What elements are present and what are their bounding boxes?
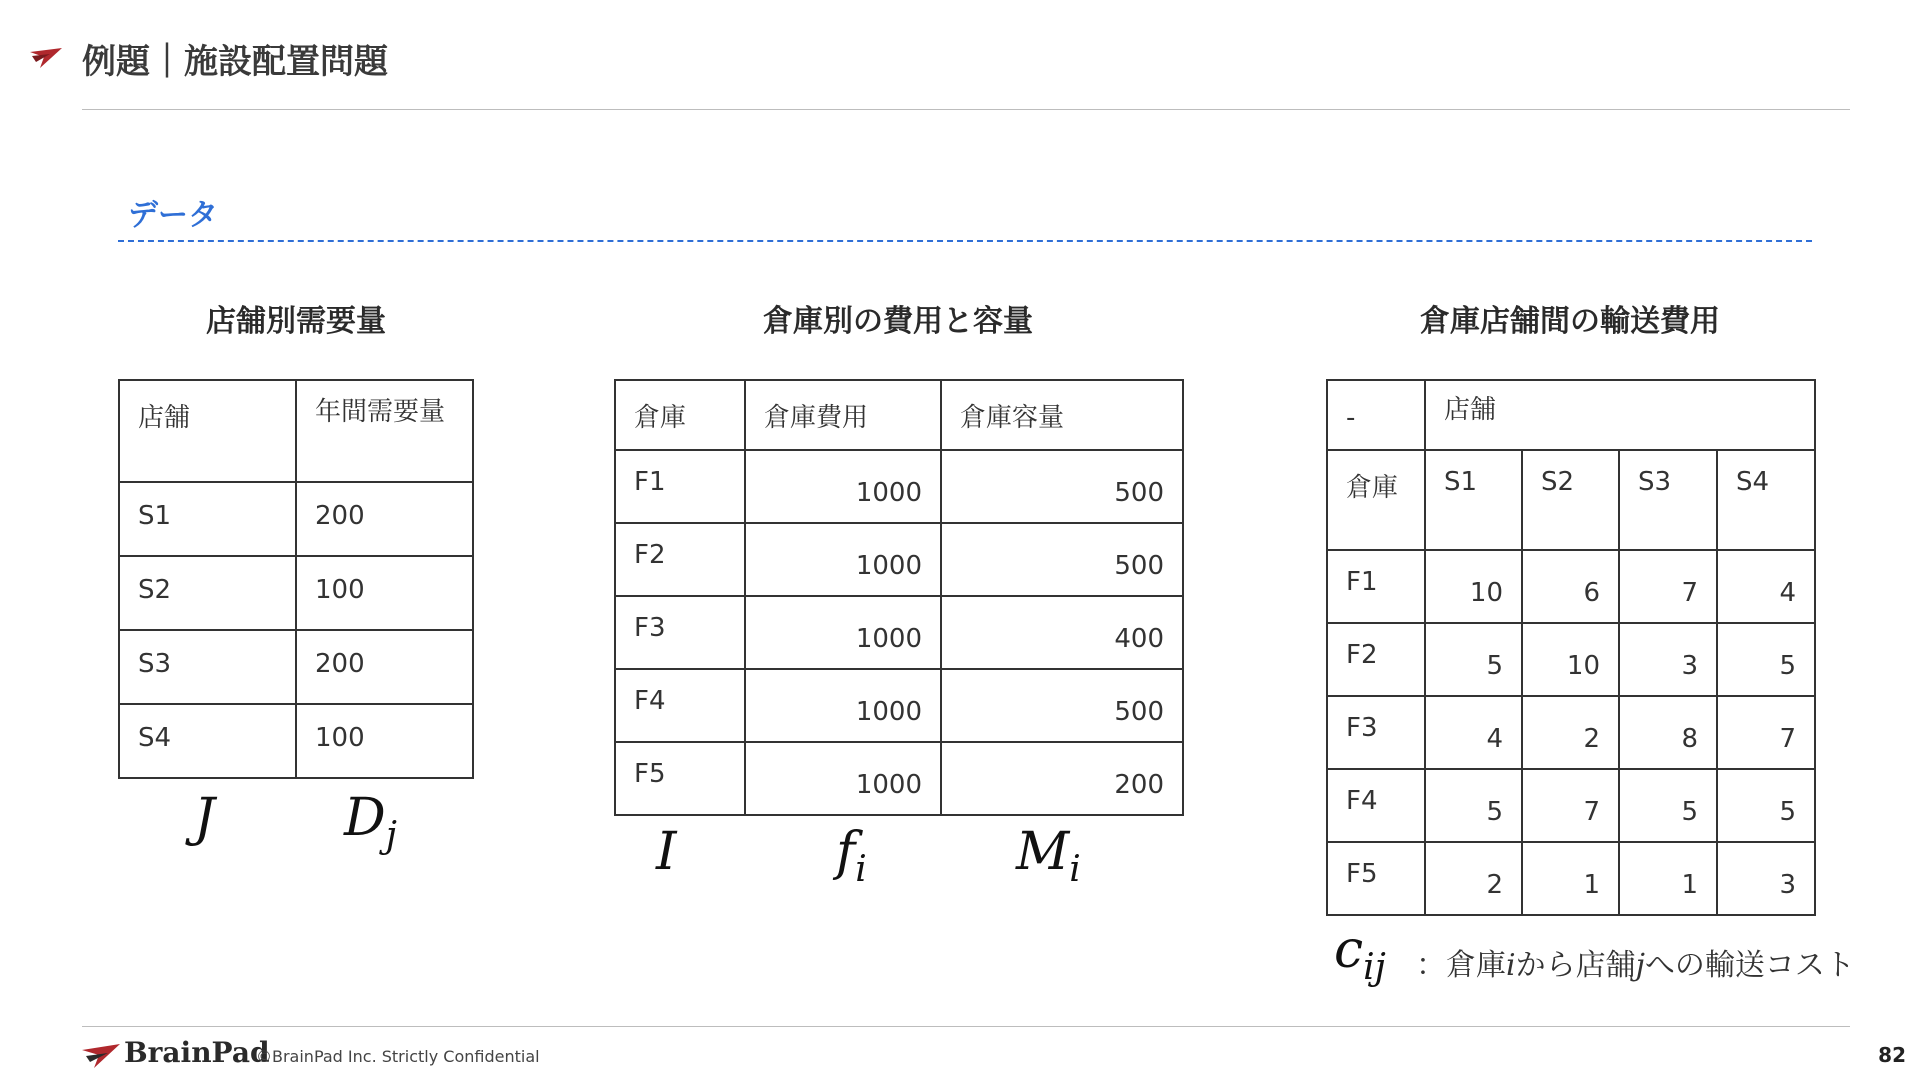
warehouse-capacity-cell: 500	[941, 669, 1183, 742]
transport-cost-cell: 5	[1717, 769, 1815, 842]
transport-header-store-group: 店舗	[1425, 380, 1815, 450]
transport-cost-cell: 7	[1619, 550, 1717, 623]
symbol-D-j: $D_j$	[344, 788, 397, 856]
transport-header-s2: S2	[1522, 450, 1619, 550]
symbol-J: J	[194, 788, 215, 848]
brainpad-brand-icon	[82, 1044, 122, 1068]
demand-store-cell: S1	[119, 482, 296, 556]
transport-cost-cell: 2	[1425, 842, 1522, 915]
transport-cost-legend: ：倉庫iから店舗jへの輸送コスト	[1416, 948, 1855, 983]
transport-header-warehouse: 倉庫	[1327, 450, 1425, 550]
header-divider	[82, 109, 1850, 110]
transport-header-s1: S1	[1425, 450, 1522, 550]
transport-table	[1326, 379, 1816, 916]
demand-table	[118, 379, 474, 779]
warehouse-cost-cell: 1000	[745, 450, 941, 523]
transport-cost-cell: 1	[1522, 842, 1619, 915]
warehouse-cost-cell: 1000	[745, 742, 941, 815]
transport-cost-cell: 7	[1717, 696, 1815, 769]
transport-row-label: F5	[1327, 842, 1425, 915]
warehouse-header-name: 倉庫	[615, 380, 745, 450]
warehouse-name-cell: F4	[615, 669, 745, 742]
warehouse-name-cell: F2	[615, 523, 745, 596]
warehouse-name-cell: F1	[615, 450, 745, 523]
transport-header-s3: S3	[1619, 450, 1717, 550]
transport-cost-cell: 4	[1717, 550, 1815, 623]
section-divider	[118, 240, 1812, 242]
transport-cost-cell: 5	[1619, 769, 1717, 842]
demand-value-cell: 100	[296, 556, 473, 630]
transport-cost-cell: 8	[1619, 696, 1717, 769]
transport-header-s4: S4	[1717, 450, 1815, 550]
transport-row-label: F1	[1327, 550, 1425, 623]
transport-cost-cell: 10	[1425, 550, 1522, 623]
copyright-text: ©BrainPad Inc. Strictly Confidential	[256, 1047, 540, 1066]
warehouse-capacity-cell: 200	[941, 742, 1183, 815]
footer-divider	[82, 1026, 1850, 1027]
warehouse-header-cost: 倉庫費用	[745, 380, 941, 450]
warehouse-table-title: 倉庫別の費用と容量	[763, 304, 1033, 339]
warehouse-capacity-cell: 500	[941, 523, 1183, 596]
warehouse-header-capacity: 倉庫容量	[941, 380, 1183, 450]
transport-row-label: F3	[1327, 696, 1425, 769]
demand-value-cell: 200	[296, 482, 473, 556]
warehouse-capacity-cell: 500	[941, 450, 1183, 523]
transport-row-label: F4	[1327, 769, 1425, 842]
symbol-M-i: $M_i$	[1016, 822, 1081, 890]
page-title: 例題｜施設配置問題	[82, 42, 388, 82]
demand-header-annual: 年間需要量	[296, 380, 473, 482]
demand-header-store: 店舗	[119, 380, 296, 482]
transport-cost-cell: 6	[1522, 550, 1619, 623]
transport-cost-cell: 2	[1522, 696, 1619, 769]
transport-cost-cell: 4	[1425, 696, 1522, 769]
warehouse-cost-cell: 1000	[745, 669, 941, 742]
demand-store-cell: S2	[119, 556, 296, 630]
transport-cost-cell: 5	[1717, 623, 1815, 696]
brainpad-logo-icon	[30, 48, 64, 68]
demand-store-cell: S4	[119, 704, 296, 778]
warehouse-name-cell: F5	[615, 742, 745, 815]
symbol-f-i: $f_i$	[836, 822, 867, 890]
demand-value-cell: 100	[296, 704, 473, 778]
warehouse-cost-cell: 1000	[745, 596, 941, 669]
warehouse-name-cell: F3	[615, 596, 745, 669]
transport-cost-cell: 3	[1717, 842, 1815, 915]
symbol-c-ij: $c_{ij}$	[1334, 920, 1386, 988]
transport-cost-cell: 7	[1522, 769, 1619, 842]
warehouse-capacity-cell: 400	[941, 596, 1183, 669]
demand-store-cell: S3	[119, 630, 296, 704]
page-number: 82	[1878, 1043, 1906, 1067]
transport-cost-cell: 5	[1425, 623, 1522, 696]
transport-row-label: F2	[1327, 623, 1425, 696]
transport-cost-cell: 1	[1619, 842, 1717, 915]
transport-cost-cell: 5	[1425, 769, 1522, 842]
transport-corner-cell: -	[1327, 380, 1425, 450]
section-label: データ	[128, 198, 218, 233]
transport-cost-cell: 10	[1522, 623, 1619, 696]
brand-logotype: BrainPad	[124, 1036, 270, 1069]
demand-value-cell: 200	[296, 630, 473, 704]
warehouse-table	[614, 379, 1184, 816]
transport-cost-cell: 3	[1619, 623, 1717, 696]
warehouse-cost-cell: 1000	[745, 523, 941, 596]
transport-table-title: 倉庫店舗間の輸送費用	[1420, 304, 1720, 339]
demand-table-title: 店舗別需要量	[206, 304, 386, 339]
symbol-I: I	[656, 822, 677, 882]
